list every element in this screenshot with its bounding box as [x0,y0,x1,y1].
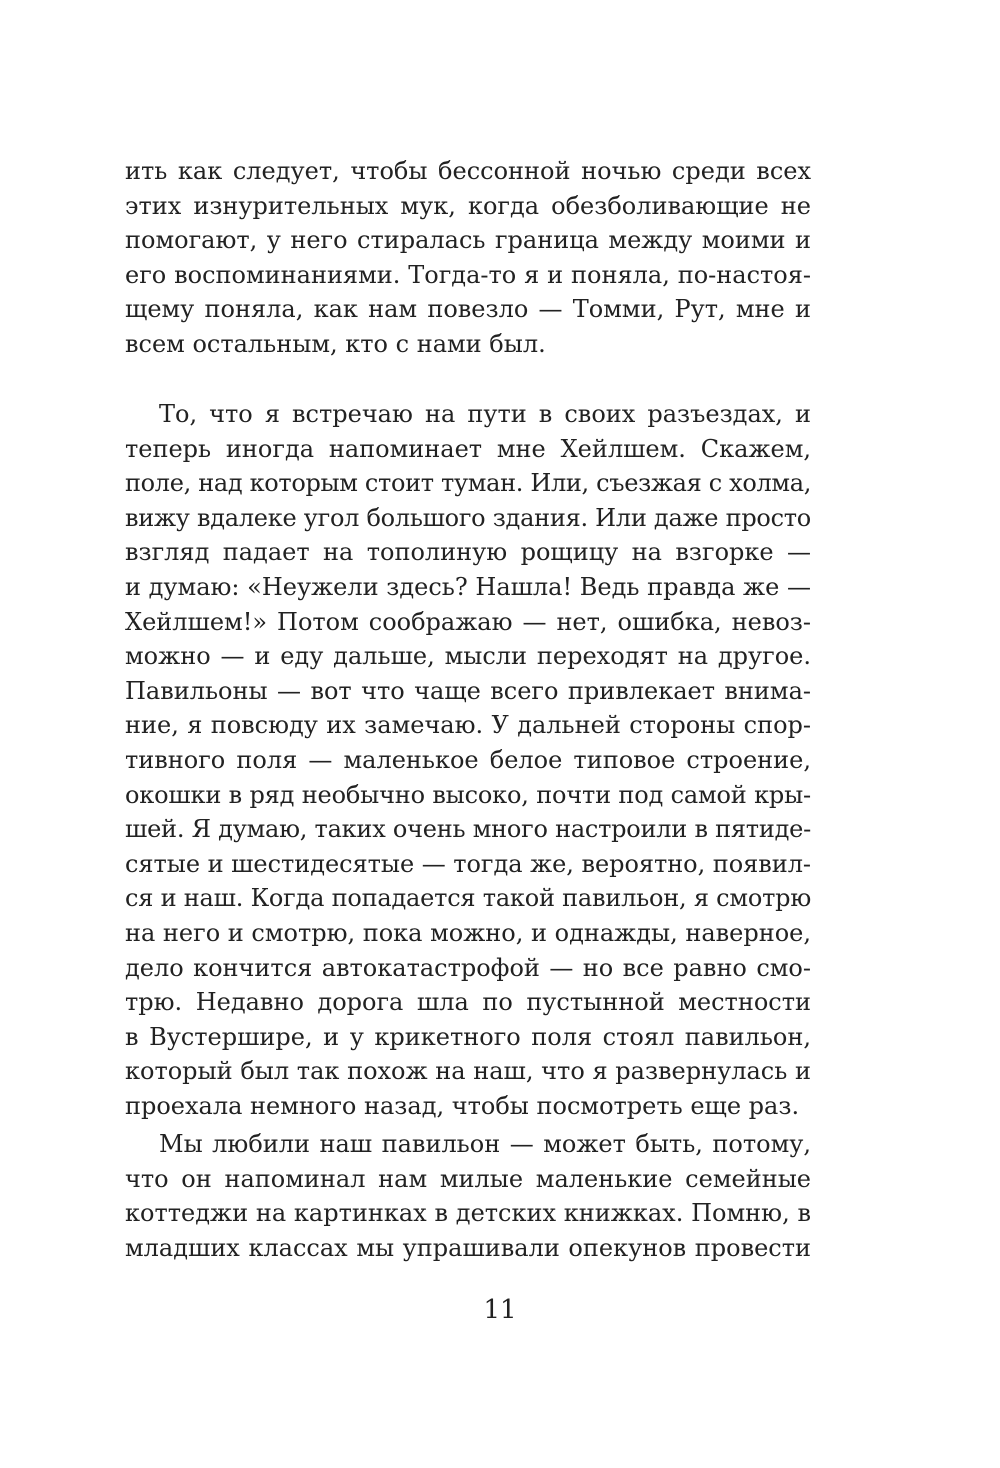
text-line: ние, я повсюду их замечаю. У дальней стороны спор- [125,711,811,740]
text-line: помогают, у него стиралась граница между моими и [125,226,811,255]
text-line: Хейлшем!» Потом соображаю — нет, ошибка, невоз- [125,607,811,636]
text-line: окошки в ряд необычно высоко, почти под самой кры- [125,780,811,809]
text-line: ся и наш. Когда попадается такой павильон, я смотрю [125,884,811,913]
page-number: 11 [483,1295,517,1325]
text-line: этих изнурительных мук, когда обезболивающие не [125,191,811,220]
text-line: на него и смотрю, пока можно, и однажды, наверное, [125,918,811,947]
text-line: шей. Я думаю, таких очень много настроили в пятиде- [125,815,812,844]
paragraph-2 [125,397,811,1123]
text-line: тивного поля — маленькое белое типовое строение, [125,745,811,774]
paragraph-1 [125,154,811,362]
text-line: его воспоминаниями. Тогда-то я и поняла, по-настоя- [125,260,811,289]
text-line: младших классах мы упрашивали опекунов провести [125,1233,811,1262]
text-line: всем остальным, кто с нами был. [125,329,546,358]
text-line: поле, над которым стоит туман. Или, съезжая с холма, [125,469,811,498]
text-line: То, что я встречаю на пути в своих разъездах, и [159,400,811,428]
text-line: что он напоминал нам милые маленькие семейные [125,1164,811,1193]
text-line: коттеджи на картинках в детских книжках. Помню, в [125,1199,811,1228]
text-line: вижу вдалеке угол большого здания. Или даже просто [125,503,811,532]
text-line: теперь иногда напоминает мне Хейлшем. Скажем, [125,434,811,463]
text-line: трю. Недавно дорога шла по пустынной местности [125,988,811,1017]
paragraph-3 [125,1127,811,1265]
text-line: щему поняла, как нам повезло — Томми, Рут, мне и [125,295,811,324]
text-line: дело кончится автокатастрофой — но все равно смо- [125,953,811,982]
text-line: проехала немного назад, чтобы посмотреть еще раз. [125,1091,800,1120]
text-line: Павильоны — вот что чаще всего привлекает внима- [125,676,811,705]
text-line: ить как следует, чтобы бессонной ночью среди всех [125,157,811,185]
text-line: сятые и шестидесятые — тогда же, вероятно, появил- [125,849,812,878]
text-line: взгляд падает на тополиную рощицу на взгорке — [125,538,811,567]
text-line: можно — и еду дальше, мысли переходят на другое. [125,642,811,671]
text-line: который был так похож на наш, что я развернулась и [125,1057,811,1086]
text-line: Мы любили наш павильон — может быть, потому, [159,1130,811,1158]
text-line: и думаю: «Неужели здесь? Нашла! Ведь правда же — [125,572,811,601]
text-line: в Вустершире, и у крикетного поля стоял павильон, [125,1022,811,1051]
